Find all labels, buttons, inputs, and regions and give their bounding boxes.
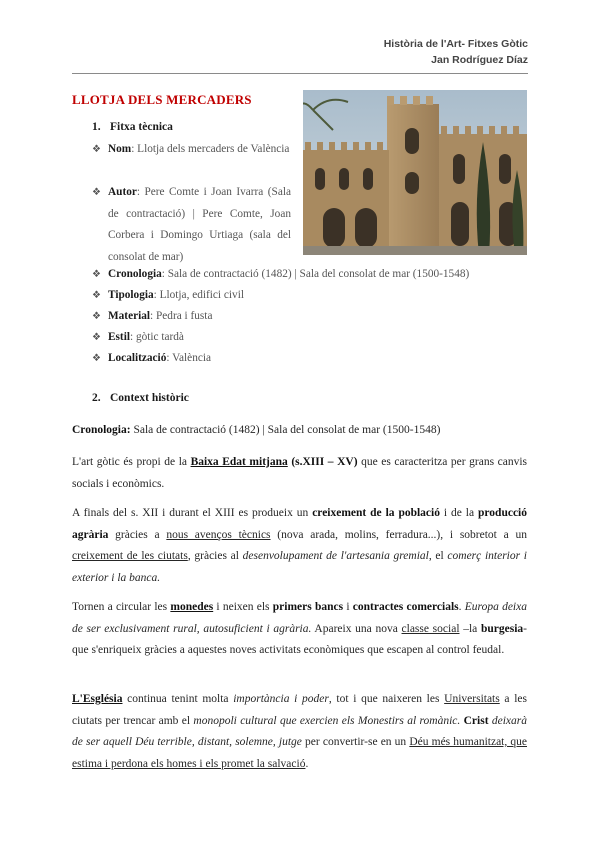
context-paragraph-3 (72, 597, 527, 662)
emphasis-baixa-edat-mitjana: Baixa Edat mitjana (190, 456, 288, 468)
fitxa-nom (92, 139, 291, 161)
fitxa-estil-label: Estil (108, 331, 130, 343)
text-run: continua tenint molta (122, 693, 234, 705)
document-header (384, 36, 528, 68)
context-cronologia (72, 420, 527, 442)
text-run: i neixen els (213, 601, 273, 613)
text-run: A finals del s. XII i durant el XIII es produeix un (72, 507, 313, 519)
fitxa-localitzacio (92, 348, 211, 370)
fitxa-nom-label: Nom (108, 143, 132, 155)
context-paragraph-1 (72, 452, 527, 495)
fitxa-tipologia-value: : Llotja, edifici civil (153, 289, 244, 301)
fitxa-cronologia-label: Cronologia (108, 268, 162, 280)
context-paragraph-4 (72, 689, 527, 775)
diamond-bullet-icon: ❖ (92, 311, 101, 322)
diamond-bullet-icon: ❖ (92, 269, 101, 280)
emphasis-universitats: Universitats (444, 693, 500, 705)
text-run: L'art gòtic és propi de la (72, 456, 191, 468)
fitxa-cronologia-value: : Sala de contractació (1482) | Sala del consolat de mar (1500-1548) (161, 268, 470, 280)
text-run: . (305, 757, 309, 770)
text-run: , el (428, 550, 448, 562)
fitxa-tipologia (92, 285, 244, 307)
context-paragraph-2 (72, 503, 527, 589)
llotja-photo (303, 90, 527, 255)
emphasis-nous-avencos: nous avenços tècnics (166, 528, 271, 541)
diamond-bullet-icon: ❖ (92, 144, 101, 155)
fitxa-material-value: : Pedra i fusta (150, 310, 213, 322)
diamond-bullet-icon: ❖ (92, 290, 101, 301)
text-run: i de la (439, 507, 478, 519)
diamond-bullet-icon: ❖ (92, 187, 101, 198)
emphasis-contractes-comercials: contractes comercials (352, 601, 459, 613)
fitxa-nom-value: : Llotja dels mercaders de València (131, 143, 290, 155)
header-author: Jan Rodríguez Díaz (431, 54, 528, 66)
header-course-title: Història de l'Art- Fitxes Gòtic (383, 38, 528, 50)
header-divider (72, 73, 528, 74)
fitxa-tipologia-label: Tipologia (108, 289, 154, 301)
emphasis-deu-terrible: deixarà de ser aquell Déu terrible, distant, solemne, jutge (72, 714, 528, 748)
emphasis-classe-social: classe social (401, 622, 460, 635)
fitxa-autor (92, 182, 291, 268)
llotja-photo-image (303, 90, 527, 255)
text-run: gràcies a (108, 528, 167, 541)
fitxa-estil (92, 327, 184, 349)
fitxa-material (92, 306, 212, 328)
text-run: (nova arada, molins, ferradura...), i sobretot a un (270, 528, 527, 541)
text-run: –la (459, 622, 481, 635)
emphasis-deu-humanitzat: Déu més humanitzat, que estima i perdona els homes i els promet la salvació (72, 736, 527, 770)
section-1-number: 1. (92, 121, 101, 133)
text-run: (s.XIII – XV) (287, 456, 358, 468)
emphasis-creixement-ciutats: creixement de les ciutats (72, 550, 188, 562)
text-run: - que s'enriqueix gràcies a aquestes noves activitats econòmiques que escapen al control feudal. (72, 622, 527, 656)
text-run: Apareix una nova (311, 622, 402, 635)
emphasis-monopoli-cultural: monopoli cultural que exercien els Monestirs al romànic. (193, 714, 461, 727)
text-run: i (343, 601, 353, 613)
section-2-number: 2. (92, 392, 101, 404)
text-run: per convertir-se en un (301, 736, 410, 748)
emphasis-europa-rural: Europa deixa de ser exclusivament rural, autosuficient i agrària. (72, 601, 527, 635)
emphasis-creixement-poblacio: creixement de la població (312, 507, 440, 519)
emphasis-importancia-poder: importància i poder (233, 693, 329, 705)
text-run: , tot i que naixeren les (328, 693, 445, 705)
emphasis-esglesia: L'Església (72, 693, 123, 705)
fitxa-localitzacio-value: : València (166, 352, 212, 364)
section-2-heading (92, 392, 189, 404)
emphasis-comerc: comerç interior i exterior i la banca. (72, 550, 527, 584)
fitxa-localitzacio-label: Localització (108, 352, 167, 364)
fitxa-autor-label: Autor (108, 186, 137, 198)
diamond-bullet-icon: ❖ (92, 353, 101, 364)
section-2-label: Context històric (110, 392, 189, 404)
fitxa-estil-value: : gòtic tardà (129, 331, 184, 343)
text-run: , gràcies al (187, 550, 243, 562)
emphasis-artesania-gremial: desenvolupament de l'artesania gremial (242, 550, 429, 562)
fitxa-cronologia (92, 264, 469, 286)
emphasis-monedes: monedes (170, 601, 214, 613)
text-run: que es caracteritza per grans canvis socials i econòmics. (72, 456, 527, 490)
emphasis-crist: Crist (463, 714, 489, 727)
context-cronologia-value: Sala de contractació (1482) | Sala del consolat de mar (1500-1548) (130, 424, 441, 436)
text-run: Tornen a circular les (72, 601, 171, 613)
section-1-label: Fitxa tècnica (110, 121, 173, 133)
text-run: . (458, 601, 465, 613)
emphasis-primers-bancs: primers bancs (272, 601, 344, 613)
fitxa-material-label: Material (108, 310, 151, 322)
text-run: a les ciutats per trencar amb el (72, 693, 527, 727)
emphasis-produccio-agraria: producció agrària (72, 507, 527, 541)
section-1-heading (92, 121, 173, 133)
emphasis-burgesia: burgesia (480, 622, 524, 635)
context-cronologia-label: Cronologia: (72, 424, 131, 436)
fitxa-autor-value: : Pere Comte i Joan Ivarra (Sala de contractació) | Pere Comte, Joan Corbera i Domingo Urtiaga (sala del consolat de mar) (108, 186, 291, 263)
diamond-bullet-icon: ❖ (92, 332, 101, 343)
page-title: LLOTJA DELS MERCADERS (72, 92, 252, 107)
